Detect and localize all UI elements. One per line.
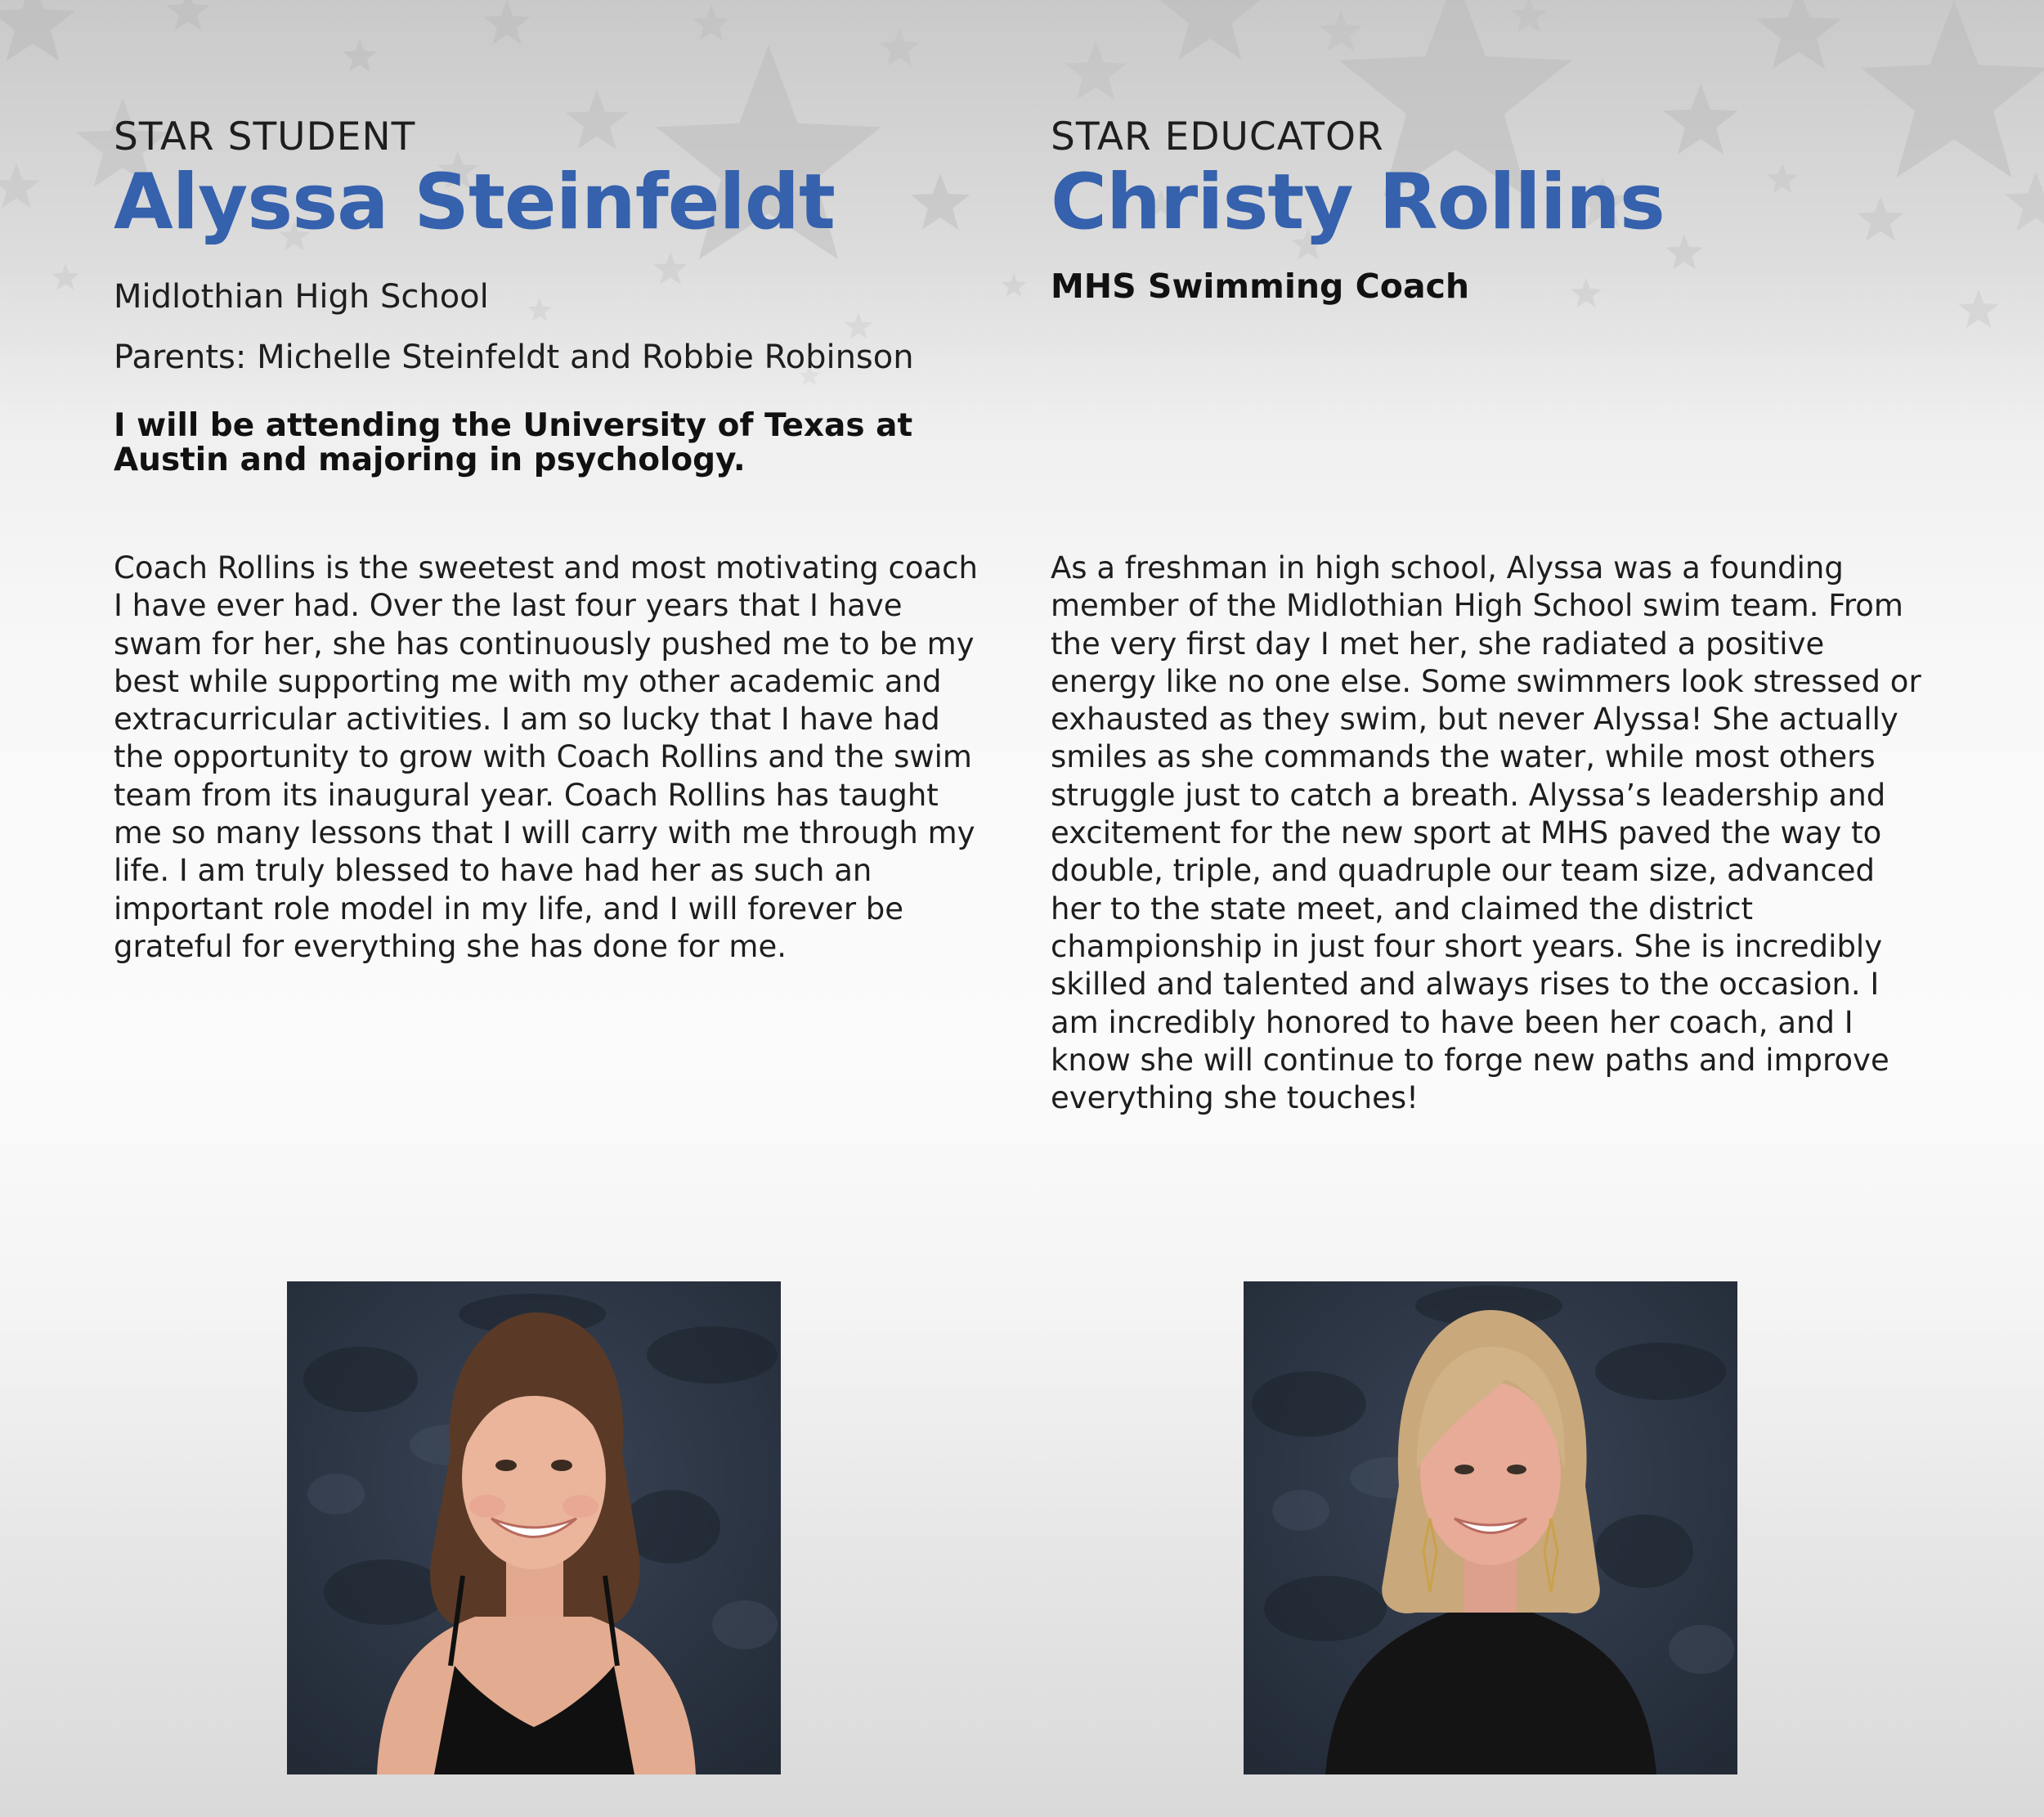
decorative-star — [879, 28, 919, 66]
educator-name: Christy Rollins — [1051, 158, 1665, 247]
student-name: Alyssa Steinfeldt — [114, 158, 835, 247]
decorative-star — [1665, 234, 1703, 269]
decorative-star — [1663, 83, 1737, 155]
decorative-star — [1767, 164, 1798, 193]
decorative-star — [0, 0, 75, 61]
student-bio: Coach Rollins is the sweetest and most motivating coach I have ever had. Over the last four years that I have swam for her, she has continuously pushed me to be my best while supporting me with my other academic and extracurricular activities. I am so lucky that I have had the opportunity to grow with Coach Rollins and the swim team from its inaugural year. Coach Rollins has taught me so many lessons that I will carry with me through my life. I am truly blessed to have had her as such an important role model in my life, and I will forever be grateful for everything she has done for me. — [114, 550, 978, 964]
decorative-star — [911, 173, 970, 230]
decorative-star — [0, 164, 40, 208]
educator-portrait-photo — [1244, 1281, 1737, 1774]
student-parents: Parents: Michelle Steinfeldt and Robbie Robinson — [114, 339, 914, 376]
decorative-star — [2005, 172, 2044, 231]
decorative-star — [343, 39, 377, 72]
decorative-star — [1065, 41, 1127, 100]
decorative-star — [166, 0, 209, 31]
educator-bio: As a freshman in high school, Alyssa was a founding member of the Midlothian High School swim team. From the very first day I met her, she radiated a positive energy like no one else. Some swimmers look stressed or exhausted as they swim, but never Alyssa! She actually smiles as she commands the water, while most others struggle just to catch a breath. Alyssa’s leadership and excitement for the new sport at MHS paved the way to double, triple, and quadruple our team size, advanced her to the state meet, and claimed the district championship in just four short years. She is incredibly skilled and talented and always rises to the occasion. I am incredibly honored to have been her coach, and I know she will continue to forge new paths and improve everything she touches! — [1051, 550, 1921, 1116]
decorative-star — [1858, 196, 1904, 240]
student-plans: I will be attending the University of Texas at Austin and majoring in psychology. — [114, 407, 913, 478]
decorative-star — [1861, 0, 2044, 177]
educator-title: MHS Swimming Coach — [1051, 267, 1470, 306]
decorative-star — [1002, 273, 1026, 297]
decorative-star — [1159, 0, 1261, 60]
star-educator-label: STAR EDUCATOR — [1051, 114, 1384, 159]
decorative-star — [1510, 0, 1548, 32]
decorative-star — [52, 263, 79, 290]
decorative-star — [1571, 278, 1602, 307]
decorative-star — [1958, 289, 1998, 328]
decorative-star — [653, 252, 688, 285]
decorative-star — [693, 5, 730, 40]
student-portrait-photo — [287, 1281, 781, 1774]
decorative-star — [1756, 0, 1842, 70]
decorative-star — [566, 90, 628, 149]
star-student-label: STAR STUDENT — [114, 114, 416, 159]
decorative-star — [484, 0, 531, 44]
decorative-star — [845, 312, 872, 339]
student-school: Midlothian High School — [114, 278, 489, 316]
decorative-star — [1319, 10, 1362, 52]
decorative-star — [527, 298, 552, 321]
